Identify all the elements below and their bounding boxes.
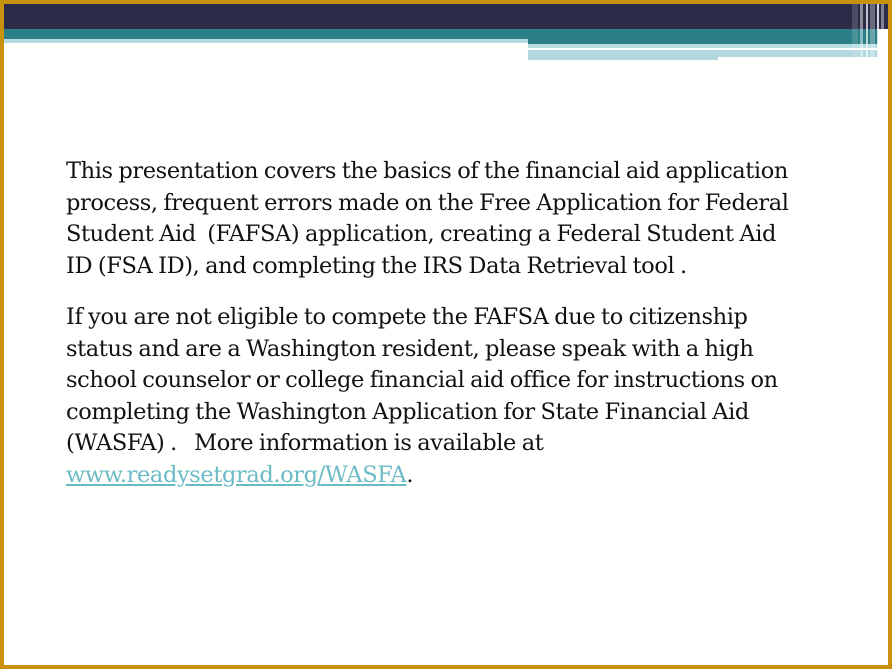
text-line: (WASFA) . More information is available at — [66, 430, 544, 456]
text-line: school counselor or college financial aid office for instructions on — [66, 367, 778, 393]
text-line: process, frequent errors made on the Free Application for Federal — [66, 189, 789, 216]
text-line: If you are not eligible to compete the FAFSA due to citizenship — [66, 304, 748, 330]
text-line: Student Aid (FAFSA) application, creating a Federal Student Aid — [66, 221, 777, 247]
header-vertical-stripes — [852, 4, 888, 60]
header-light-band-left — [4, 39, 528, 43]
text-line: status and are a Washington resident, please speak with a high — [66, 335, 754, 362]
header-teal-band-left — [4, 29, 528, 39]
text-line: This presentation covers the basics of the financial aid application — [66, 158, 788, 184]
header-navy-band — [4, 4, 888, 29]
text-line: completing the Washington Application for State Financial Aid — [66, 398, 749, 425]
slide-body — [66, 156, 846, 511]
paragraph-overview — [66, 156, 846, 282]
text-line: ID (FSA ID), and completing the IRS Data Retrieval tool . — [66, 252, 687, 279]
paragraph-wasfa — [66, 302, 846, 491]
header-teal-band-right — [528, 29, 878, 44]
link-suffix: . — [406, 461, 414, 488]
wasfa-link[interactable]: www.readysetgrad.org/WASFA — [66, 461, 407, 488]
